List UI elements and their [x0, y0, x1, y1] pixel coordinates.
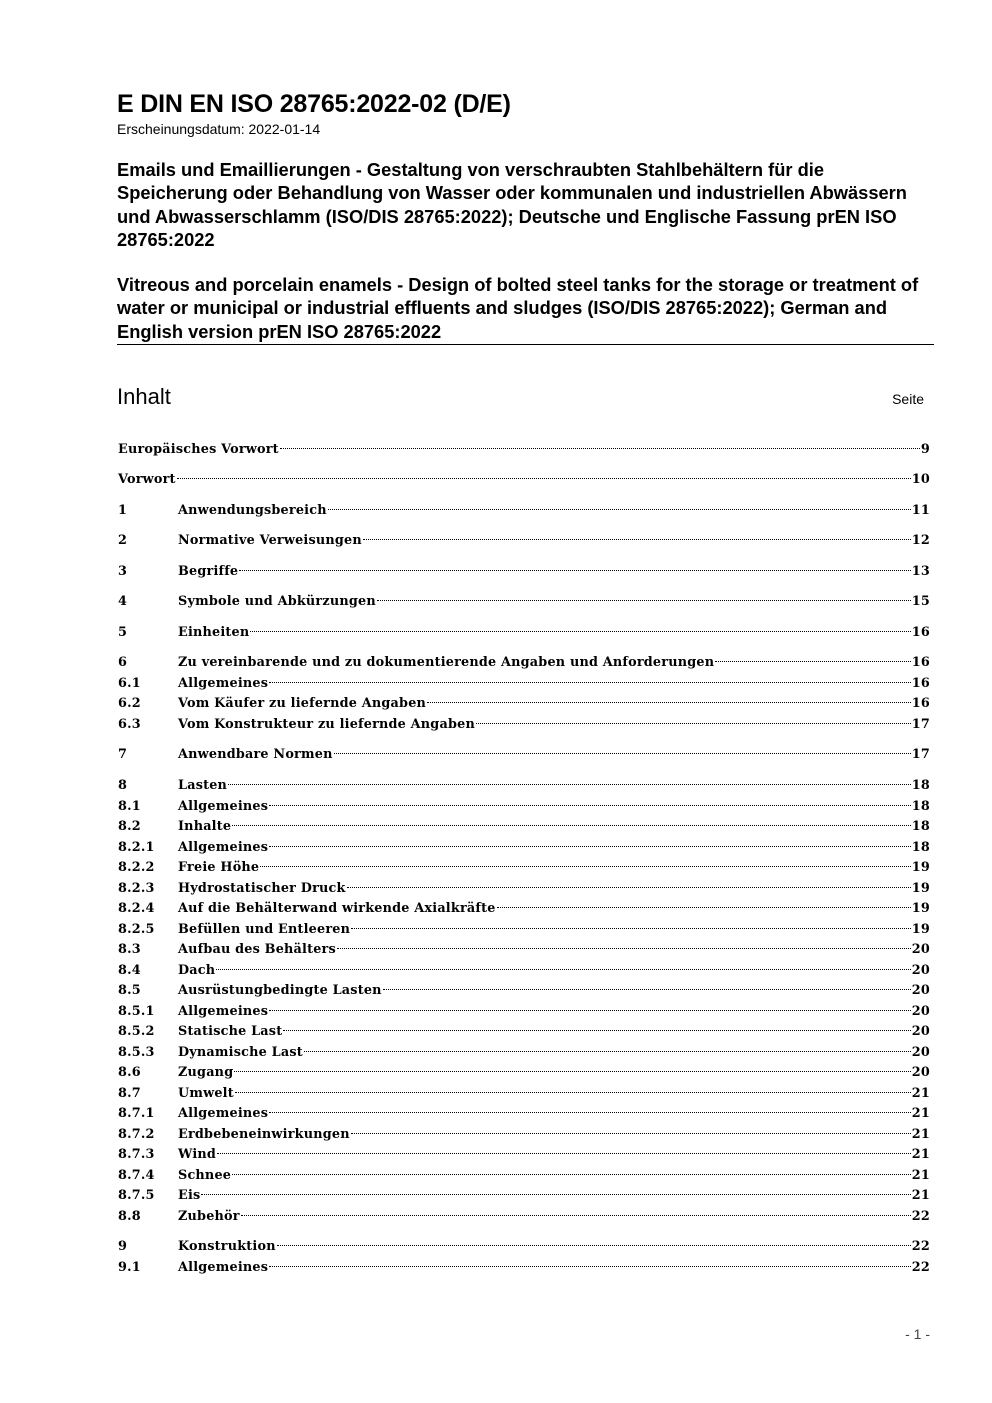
toc-entry-line — [178, 797, 930, 817]
toc-dot-leader — [269, 1010, 911, 1011]
toc-dot-leader — [334, 753, 911, 754]
toc-entry-line — [178, 715, 930, 735]
toc-entry[interactable] — [118, 1166, 930, 1186]
toc-entry-title: Aufbau des Behälters — [178, 942, 336, 957]
toc-entry[interactable] — [118, 1002, 930, 1022]
toc-entry-number: 8.7 — [118, 1086, 141, 1101]
toc-entry-page: 20 — [911, 1045, 930, 1060]
toc-entry-number: 8.1 — [118, 799, 141, 814]
toc-entry-number: 8.2.4 — [118, 901, 155, 916]
toc-entry-title: Hydrostatischer Druck — [178, 881, 346, 896]
toc-entry-line — [118, 470, 930, 490]
toc-entry[interactable] — [118, 940, 930, 960]
toc-entry-page: 12 — [911, 533, 930, 548]
table-of-contents — [118, 0, 930, 1403]
toc-entry-line — [178, 1258, 930, 1278]
toc-entry-number: 2 — [118, 533, 128, 548]
toc-dot-leader — [228, 784, 911, 785]
toc-entry-number: 8.2 — [118, 819, 141, 834]
toc-entry-title: Allgemeines — [178, 1004, 269, 1019]
toc-dot-leader — [234, 1071, 910, 1072]
toc-entry-page: 21 — [911, 1127, 930, 1142]
toc-entry-title: Inhalte — [178, 819, 232, 834]
toc-entry-number: 8.5.2 — [118, 1024, 155, 1039]
toc-entry-page: 17 — [911, 747, 930, 762]
toc-entry-title: Erdbebeneinwirkungen — [178, 1127, 350, 1142]
toc-dot-leader — [260, 866, 911, 867]
toc-entry-line — [178, 745, 930, 765]
toc-dot-leader — [304, 1051, 911, 1052]
toc-entry-number: 9 — [118, 1239, 128, 1254]
toc-entry-page: 18 — [911, 778, 930, 793]
toc-entry-title: Befüllen und Entleeren — [178, 922, 351, 937]
toc-dot-leader — [232, 1174, 911, 1175]
toc-entry-line — [178, 1186, 930, 1206]
toc-entry-line — [178, 817, 930, 837]
toc-entry-line — [178, 858, 930, 878]
toc-entry-line — [178, 940, 930, 960]
toc-entry-page: 22 — [911, 1239, 930, 1254]
toc-entry-number: 8.5.3 — [118, 1045, 155, 1060]
toc-entry-page: 18 — [911, 840, 930, 855]
toc-dot-leader — [235, 1092, 911, 1093]
toc-entry[interactable] — [118, 440, 930, 460]
toc-entry-page: 20 — [911, 1024, 930, 1039]
toc-dot-leader — [269, 1266, 911, 1267]
toc-entry-page: 20 — [911, 963, 930, 978]
toc-dot-leader — [216, 969, 910, 970]
toc-entry[interactable] — [118, 745, 930, 765]
toc-entry-title: Ausrüstungbedingte Lasten — [178, 983, 382, 998]
toc-entry[interactable] — [118, 1084, 930, 1104]
toc-entry-line — [178, 1043, 930, 1063]
toc-entry-title: Allgemeines — [178, 799, 269, 814]
toc-entry[interactable] — [118, 961, 930, 981]
toc-entry-number: 6.3 — [118, 717, 141, 732]
toc-entry-page: 18 — [911, 819, 930, 834]
page-number: - 1 - — [905, 1326, 930, 1342]
toc-entry-page: 15 — [911, 594, 930, 609]
toc-heading: Inhalt — [117, 384, 171, 409]
toc-entry-page: 16 — [911, 625, 930, 640]
toc-entry[interactable] — [118, 981, 930, 1001]
toc-entry[interactable] — [118, 1145, 930, 1165]
publication-date: Erscheinungsdatum: 2022-01-14 — [117, 121, 321, 137]
toc-entry-line — [178, 531, 930, 551]
toc-dot-leader — [217, 1153, 911, 1154]
toc-dot-leader — [427, 702, 911, 703]
toc-entry-number: 6 — [118, 655, 128, 670]
toc-dot-leader — [280, 448, 920, 449]
toc-entry-number: 8.7.5 — [118, 1188, 155, 1203]
toc-entry[interactable] — [118, 1237, 930, 1257]
toc-entry-line — [178, 981, 930, 1001]
toc-dot-leader — [497, 907, 911, 908]
toc-entry-page: 20 — [911, 983, 930, 998]
toc-entry-title: Einheiten — [178, 625, 250, 640]
toc-entry[interactable] — [118, 531, 930, 551]
toc-entry-line — [178, 899, 930, 919]
toc-entry-line — [178, 879, 930, 899]
toc-entry-number: 7 — [118, 747, 128, 762]
toc-entry-page: 13 — [911, 564, 930, 579]
toc-entry[interactable] — [118, 623, 930, 643]
toc-entry[interactable] — [118, 858, 930, 878]
toc-entry-page: 21 — [911, 1086, 930, 1101]
toc-entry-page: 18 — [911, 799, 930, 814]
toc-entry-title: Anwendungsbereich — [178, 503, 327, 518]
toc-entry[interactable] — [118, 501, 930, 521]
toc-entry-number: 8.2.1 — [118, 840, 155, 855]
toc-entry-title: Begriffe — [178, 564, 239, 579]
toc-entry-title: Symbole und Abkürzungen — [178, 594, 376, 609]
toc-entry-page: 20 — [911, 1065, 930, 1080]
toc-entry-page: 21 — [911, 1188, 930, 1203]
toc-entry-number: 8.4 — [118, 963, 141, 978]
toc-dot-leader — [328, 509, 911, 510]
toc-entry-title: Umwelt — [178, 1086, 234, 1101]
toc-page-column-label: Seite — [892, 391, 924, 407]
toc-entry-line — [178, 1084, 930, 1104]
toc-entry-line — [178, 623, 930, 643]
toc-entry[interactable] — [118, 592, 930, 612]
toc-entry-line — [178, 1166, 930, 1186]
toc-dot-leader — [476, 723, 911, 724]
toc-entry-title: Zu vereinbarende und zu dokumentierende Angaben und Anforderungen — [178, 655, 715, 670]
toc-entry-title: Freie Höhe — [178, 860, 260, 875]
toc-entry-line — [178, 1145, 930, 1165]
toc-entry-title: Allgemeines — [178, 676, 269, 691]
toc-entry[interactable] — [118, 899, 930, 919]
toc-entry-title: Normative Verweisungen — [178, 533, 362, 548]
toc-entry-title: Allgemeines — [178, 1260, 269, 1275]
toc-entry-title: Anwendbare Normen — [178, 747, 333, 762]
toc-entry-number: 8.5 — [118, 983, 141, 998]
toc-entry[interactable] — [118, 562, 930, 582]
toc-entry[interactable] — [118, 1022, 930, 1042]
toc-entry[interactable] — [118, 694, 930, 714]
toc-dot-leader — [177, 478, 911, 479]
toc-entry[interactable] — [118, 674, 930, 694]
toc-entry-line — [178, 961, 930, 981]
toc-entry-number: 8.2.5 — [118, 922, 155, 937]
toc-entry-number: 8.2.3 — [118, 881, 155, 896]
toc-entry-page: 19 — [911, 860, 930, 875]
toc-entry-page: 19 — [911, 881, 930, 896]
toc-entry-number: 6.2 — [118, 696, 141, 711]
toc-entry-page: 21 — [911, 1168, 930, 1183]
toc-entry-number: 1 — [118, 503, 128, 518]
toc-entry-number: 8.7.1 — [118, 1106, 155, 1121]
toc-dot-leader — [241, 1215, 911, 1216]
toc-entry-number: 8.2.2 — [118, 860, 155, 875]
toc-entry[interactable] — [118, 776, 930, 796]
toc-entry[interactable] — [118, 653, 930, 673]
toc-entry-line — [178, 674, 930, 694]
toc-entry-page: 16 — [911, 696, 930, 711]
toc-entry-line — [178, 838, 930, 858]
toc-entry[interactable] — [118, 1104, 930, 1124]
toc-entry-line — [178, 1104, 930, 1124]
toc-dot-leader — [383, 989, 911, 990]
toc-entry-line — [118, 440, 930, 460]
toc-entry[interactable] — [118, 1043, 930, 1063]
toc-dot-leader — [232, 825, 911, 826]
toc-entry-page: 9 — [920, 442, 930, 457]
toc-entry-page: 22 — [911, 1260, 930, 1275]
toc-entry-page: 10 — [911, 472, 930, 487]
toc-entry-page: 16 — [911, 655, 930, 670]
toc-dot-leader — [269, 805, 911, 806]
toc-entry-number: 8.6 — [118, 1065, 141, 1080]
toc-entry-title: Zubehör — [178, 1209, 240, 1224]
toc-entry-title: Vom Käufer zu liefernde Angaben — [178, 696, 427, 711]
toc-entry-line — [178, 501, 930, 521]
toc-entry-title: Schnee — [178, 1168, 232, 1183]
toc-entry-number: 6.1 — [118, 676, 141, 691]
toc-entry-number: 5 — [118, 625, 128, 640]
toc-entry-line — [178, 776, 930, 796]
toc-entry-line — [178, 1063, 930, 1083]
toc-entry[interactable] — [118, 715, 930, 735]
toc-entry-page: 20 — [911, 942, 930, 957]
toc-entry-page: 21 — [911, 1106, 930, 1121]
toc-dot-leader — [347, 887, 911, 888]
toc-entry-page: 19 — [911, 901, 930, 916]
toc-entry-page: 21 — [911, 1147, 930, 1162]
toc-entry-page: 16 — [911, 676, 930, 691]
toc-dot-leader — [715, 661, 911, 662]
toc-entry-title: Zugang — [178, 1065, 234, 1080]
toc-entry[interactable] — [118, 1063, 930, 1083]
toc-entry-page: 17 — [911, 717, 930, 732]
toc-entry[interactable] — [118, 838, 930, 858]
toc-entry[interactable] — [118, 1186, 930, 1206]
toc-entry-title: Vom Konstrukteur zu liefernde Angaben — [178, 717, 475, 732]
toc-entry-title: Vorwort — [118, 472, 176, 487]
toc-entry-number: 8.3 — [118, 942, 141, 957]
toc-entry-page: 11 — [911, 503, 930, 518]
toc-entry-number: 8.5.1 — [118, 1004, 155, 1019]
toc-entry-page: 22 — [911, 1209, 930, 1224]
toc-entry-title: Lasten — [178, 778, 228, 793]
toc-dot-leader — [363, 539, 911, 540]
toc-dot-leader — [269, 1112, 911, 1113]
toc-entry-title: Allgemeines — [178, 1106, 269, 1121]
toc-entry[interactable] — [118, 797, 930, 817]
toc-entry-title: Wind — [178, 1147, 217, 1162]
toc-entry-line — [178, 1207, 930, 1227]
toc-entry-title: Dach — [178, 963, 216, 978]
toc-entry-page: 20 — [911, 1004, 930, 1019]
toc-entry-title: Statische Last — [178, 1024, 283, 1039]
toc-entry-line — [178, 653, 930, 673]
toc-entry-line — [178, 592, 930, 612]
toc-entry[interactable] — [118, 817, 930, 837]
toc-entry-line — [178, 562, 930, 582]
toc-dot-leader — [377, 600, 911, 601]
toc-entry-number: 4 — [118, 594, 128, 609]
toc-dot-leader — [337, 948, 911, 949]
toc-dot-leader — [239, 570, 911, 571]
toc-entry-title: Europäisches Vorwort — [118, 442, 279, 457]
title-german: Emails und Emaillierungen - Gestaltung von verschraubten Stahlbehältern für die Speicherung oder Behandlung von Wasser oder kommunalen und industriellen Abwässern und Abwasserschlamm (ISO/DIS 28765:2022); Deutsche und Englische Fassung prEN ISO 28765:2022 — [117, 159, 907, 250]
toc-entry[interactable] — [118, 470, 930, 490]
toc-entry-line — [178, 1237, 930, 1257]
toc-entry-title: Dynamische Last — [178, 1045, 303, 1060]
toc-entry[interactable] — [118, 920, 930, 940]
toc-dot-leader — [201, 1194, 910, 1195]
toc-entry[interactable] — [118, 1258, 930, 1278]
toc-entry-title: Konstruktion — [178, 1239, 276, 1254]
toc-dot-leader — [351, 1133, 911, 1134]
toc-dot-leader — [283, 1030, 910, 1031]
toc-entry-page: 19 — [911, 922, 930, 937]
toc-entry-number: 8.7.3 — [118, 1147, 155, 1162]
toc-entry[interactable] — [118, 879, 930, 899]
toc-entry-line — [178, 1002, 930, 1022]
toc-dot-leader — [351, 928, 911, 929]
toc-dot-leader — [269, 846, 911, 847]
toc-entry-line — [178, 920, 930, 940]
toc-entry-number: 8.7.4 — [118, 1168, 155, 1183]
toc-entry-title: Auf die Behälterwand wirkende Axialkräfte — [178, 901, 496, 916]
toc-entry-number: 3 — [118, 564, 128, 579]
standard-number: E DIN EN ISO 28765:2022-02 (D/E) — [117, 90, 511, 118]
title-english: Vitreous and porcelain enamels - Design of bolted steel tanks for the storage or treatment of water or municipal or industrial effluents and sludges (ISO/DIS 28765:2022); German and English version prEN ISO 28765:2022 — [117, 274, 919, 342]
toc-entry-line — [178, 1022, 930, 1042]
toc-entry-line — [178, 1125, 930, 1145]
toc-dot-leader — [277, 1245, 911, 1246]
toc-entry-title: Allgemeines — [178, 840, 269, 855]
toc-entry[interactable] — [118, 1125, 930, 1145]
toc-entry-number: 8.8 — [118, 1209, 141, 1224]
toc-entry-number: 8 — [118, 778, 128, 793]
toc-entry-title: Eis — [178, 1188, 201, 1203]
toc-entry-number: 9.1 — [118, 1260, 141, 1275]
toc-dot-leader — [250, 631, 910, 632]
toc-entry-line — [178, 694, 930, 714]
toc-entry-number: 8.7.2 — [118, 1127, 155, 1142]
toc-dot-leader — [269, 682, 911, 683]
toc-entry[interactable] — [118, 1207, 930, 1227]
